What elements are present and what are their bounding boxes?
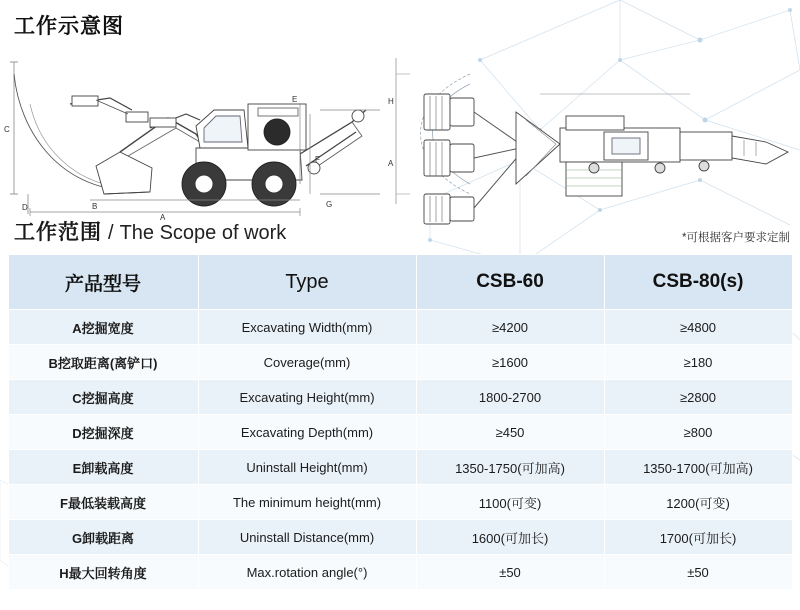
- cell-param-en: Coverage(mm): [198, 345, 416, 380]
- cell-csb60: 1350-1750(可加高): [416, 450, 604, 485]
- svg-text:A: A: [160, 213, 166, 222]
- cell-csb60: ≥1600: [416, 345, 604, 380]
- scope-title-en: The Scope of work: [119, 222, 287, 244]
- svg-text:H: H: [388, 97, 394, 106]
- svg-text:G: G: [326, 200, 333, 209]
- cell-param-en: Uninstall Distance(mm): [198, 520, 416, 555]
- machine-diagram: [0, 44, 800, 222]
- cell-param-cn: F最低装载高度: [8, 485, 198, 520]
- cell-param-en: The minimum height(mm): [198, 485, 416, 520]
- cell-csb60: 1800-2700: [416, 380, 604, 415]
- svg-text:E: E: [292, 95, 298, 104]
- cell-param-cn: H最大回转角度: [8, 555, 198, 590]
- cell-param-cn: D挖掘深度: [8, 415, 198, 450]
- svg-text:A: A: [388, 159, 394, 168]
- header-model: 产品型号: [8, 255, 198, 310]
- cell-param-cn: B挖取距离(离铲口): [8, 345, 198, 380]
- cell-csb80s: ≥800: [604, 415, 792, 450]
- scope-title-separator: /: [108, 222, 114, 244]
- table-row: [8, 555, 792, 590]
- header-csb60: CSB-60: [416, 255, 604, 310]
- page-title: 工作示意图: [14, 15, 124, 38]
- header-csb80s: CSB-80(s): [604, 255, 792, 310]
- svg-text:F: F: [315, 155, 320, 164]
- cell-csb80s: 1700(可加长): [604, 520, 792, 555]
- scope-title-cn: 工作范围: [14, 221, 102, 244]
- cell-param-cn: G卸载距离: [8, 520, 198, 555]
- table-header-row: [8, 255, 792, 310]
- cell-param-cn: A挖掘宽度: [8, 310, 198, 345]
- table-row: [8, 415, 792, 450]
- cell-csb80s: ≥180: [604, 345, 792, 380]
- table-row: [8, 485, 792, 520]
- table-row: [8, 345, 792, 380]
- cell-csb60: ±50: [416, 555, 604, 590]
- cell-csb80s: 1350-1700(可加高): [604, 450, 792, 485]
- specification-table: [8, 254, 793, 590]
- machine-diagram-area: [0, 44, 800, 222]
- cell-csb60: 1100(可变): [416, 485, 604, 520]
- cell-param-cn: E卸载高度: [8, 450, 198, 485]
- svg-text:C: C: [4, 125, 10, 134]
- customization-note: *可根据客户要求定制: [682, 232, 790, 244]
- cell-csb80s: ≥4800: [604, 310, 792, 345]
- svg-text:B: B: [92, 202, 98, 211]
- cell-param-en: Excavating Width(mm): [198, 310, 416, 345]
- cell-param-en: Max.rotation angle(°): [198, 555, 416, 590]
- cell-csb60: ≥4200: [416, 310, 604, 345]
- cell-param-en: Uninstall Height(mm): [198, 450, 416, 485]
- cell-csb60: 1600(可加长): [416, 520, 604, 555]
- cell-csb80s: ±50: [604, 555, 792, 590]
- cell-param-cn: C挖掘高度: [8, 380, 198, 415]
- table-row: [8, 380, 792, 415]
- cell-csb80s: 1200(可变): [604, 485, 792, 520]
- cell-csb60: ≥450: [416, 415, 604, 450]
- scope-title-row: [0, 212, 800, 246]
- header-type: Type: [198, 255, 416, 310]
- svg-text:D: D: [22, 203, 28, 212]
- table-row: [8, 520, 792, 555]
- table-row: [8, 310, 792, 345]
- cell-param-en: Excavating Depth(mm): [198, 415, 416, 450]
- cell-param-en: Excavating Height(mm): [198, 380, 416, 415]
- table-row: [8, 450, 792, 485]
- cell-csb80s: ≥2800: [604, 380, 792, 415]
